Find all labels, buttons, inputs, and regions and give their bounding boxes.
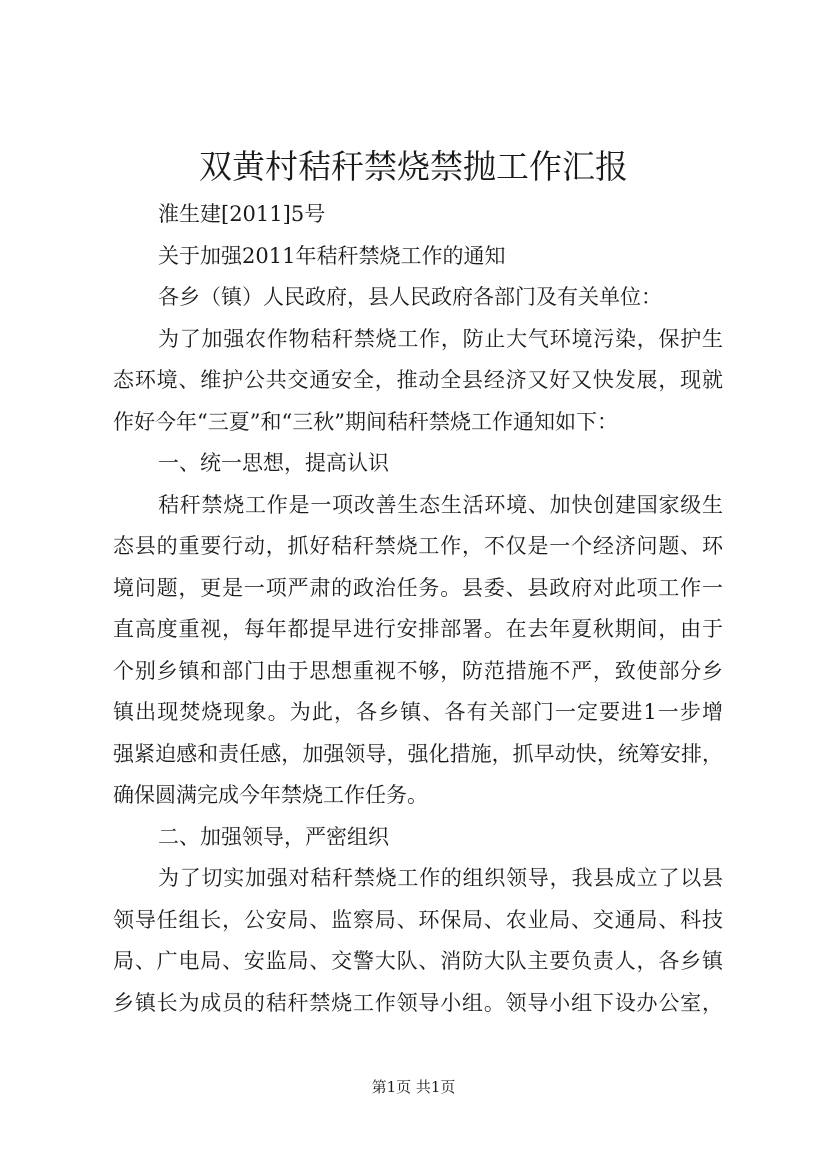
body-line: 境问题，更是一项严肃的政治任务。县委、县政府对此项工作一: [113, 575, 723, 600]
body-line: 确保圆满完成今年禁烧工作任务。: [113, 783, 428, 807]
body-line: 直高度重视，每年都提早进行安排部署。在去年夏秋期间，由于: [113, 617, 723, 641]
body-line: 态县的重要行动，抓好秸秆禁烧工作，不仅是一个经济问题、环: [113, 534, 723, 558]
body-line: 为了切实加强对秸秆禁烧工作的组织领导，我县成立了以县: [158, 866, 723, 890]
body-line: 镇出现焚烧现象。为此，各乡镇、各有关部门一定要进1一步增: [113, 700, 723, 724]
page-footer: 第1页 共1页: [371, 1078, 456, 1096]
body-line: 为了加强农作物秸秆禁烧工作，防止大气环境污染，保护生: [158, 326, 723, 351]
body-line: 各乡（镇）人民政府，县人民政府各部门及有关单位：: [158, 285, 662, 309]
body-line: 一、统一思想，提高认识: [158, 451, 389, 475]
body-line: 个别乡镇和部门由于思想重视不够，防范措施不严，致使部分乡: [113, 658, 723, 683]
document-title: 双黄村秸秆禁烧禁抛工作汇报: [199, 147, 628, 186]
body-line: 乡镇长为成员的秸秆禁烧工作领导小组。领导小组下设办公室，: [113, 990, 723, 1015]
body-line: 强紧迫感和责任感，加强领导，强化措施，抓早动快，统筹安排，: [113, 741, 723, 766]
body-line: 淮生建[2011]5号: [158, 202, 326, 226]
body-line: 领导任组长，公安局、监察局、环保局、农业局、交通局、科技: [113, 907, 723, 932]
body-line: 作好今年“三夏”和“三秋”期间秸秆禁烧工作通知如下：: [113, 409, 618, 434]
document-body: [113, 194, 723, 1024]
body-line: 态环境、维护公共交通安全，推动全县经济又好又快发展，现就: [113, 368, 723, 392]
body-line: 局、广电局、安监局、交警大队、消防大队主要负责人，各乡镇: [113, 949, 723, 973]
body-line: 秸秆禁烧工作是一项改善生态生活环境、加快创建国家级生: [158, 492, 723, 517]
body-line: 关于加强2011年秸秆禁烧工作的通知: [158, 243, 506, 268]
body-line: 二、加强领导，严密组织: [158, 824, 389, 849]
